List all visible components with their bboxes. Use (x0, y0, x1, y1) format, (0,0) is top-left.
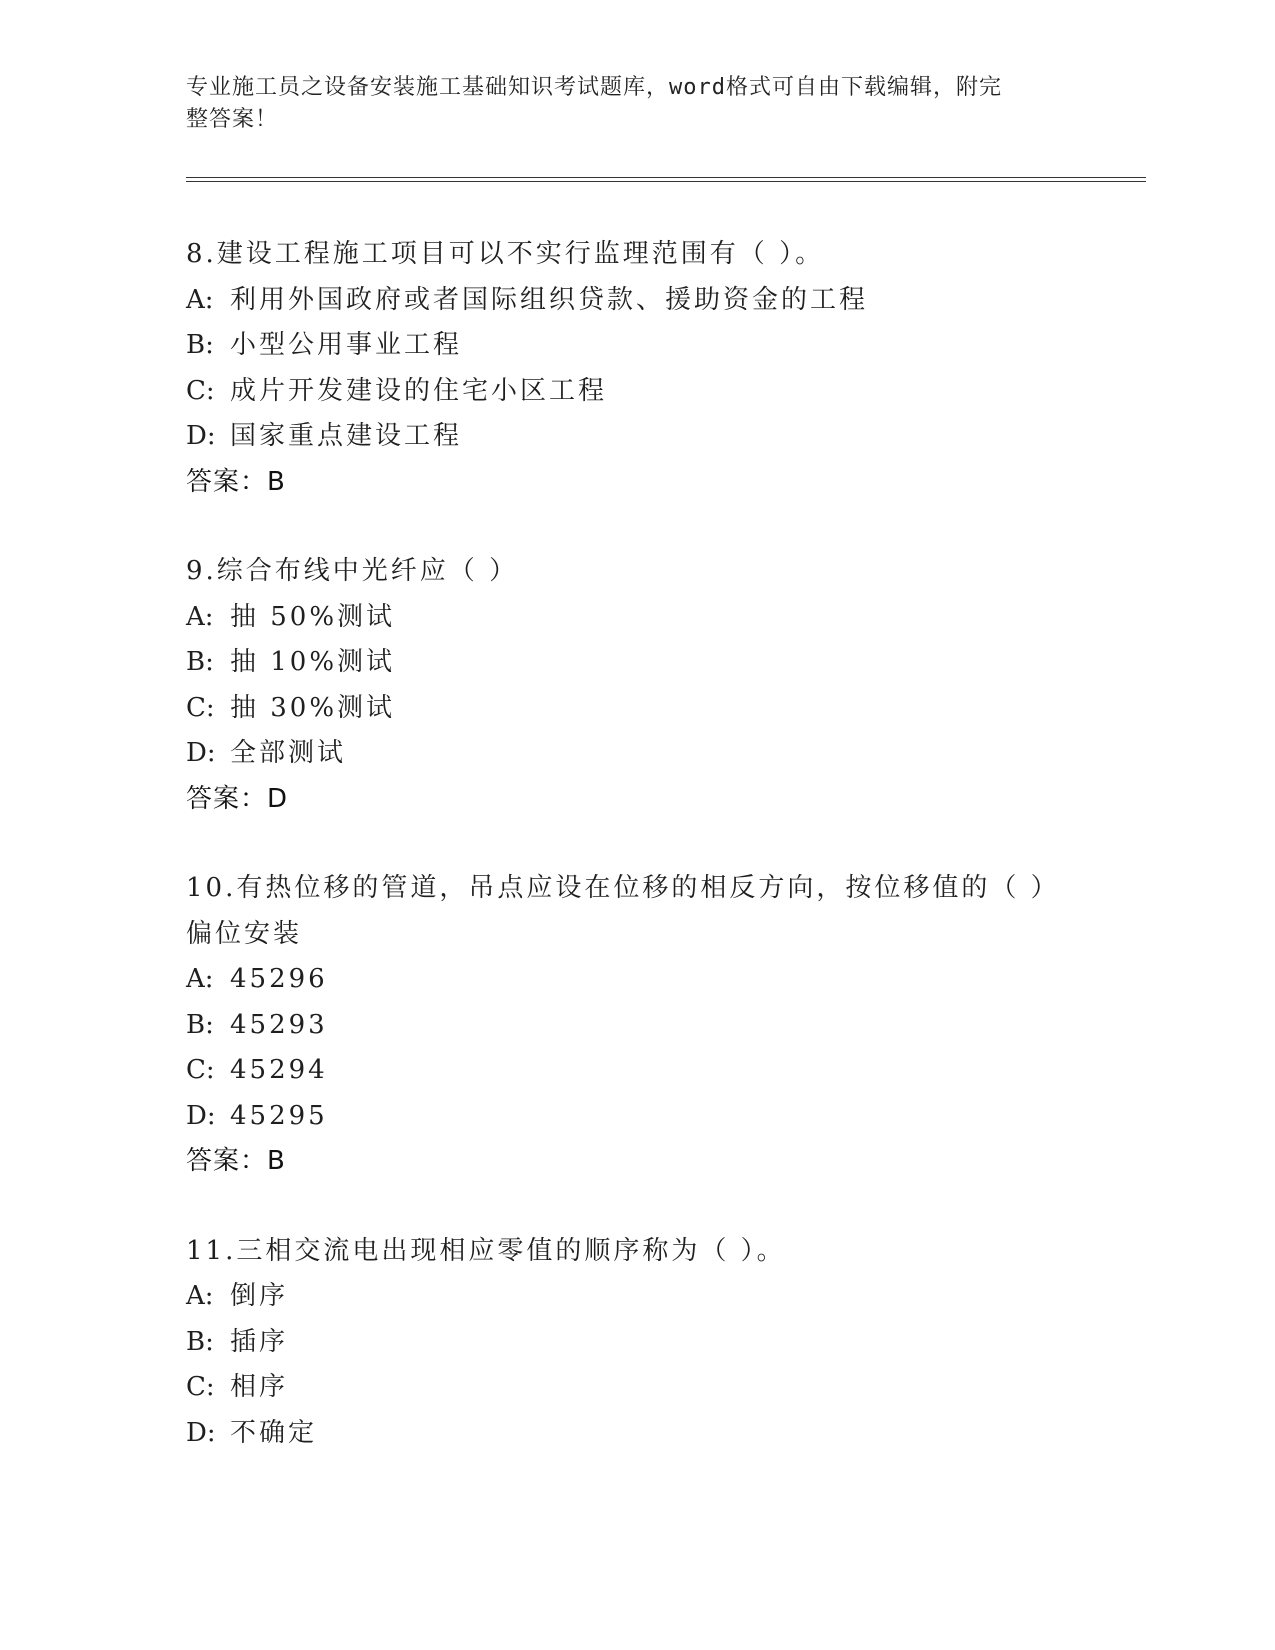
option-text: 抽 30%测试 (230, 692, 396, 723)
option-letter: B: (186, 330, 214, 360)
option-text: 抽 50%测试 (230, 601, 396, 632)
question-10 (186, 866, 1086, 1185)
option-b (186, 1003, 1086, 1049)
option-text: 插序 (230, 1326, 289, 1357)
option-letter: A: (186, 1281, 214, 1311)
header-line-1: 专业施工员之设备安装施工基础知识考试题库，word格式可自由下载编辑，附完 (186, 75, 1002, 100)
option-letter: A: (186, 601, 214, 632)
option-text: 不确定 (230, 1417, 318, 1448)
question-9 (186, 549, 1086, 822)
answer-line: 答案：B (186, 466, 286, 497)
option-b (186, 1320, 1086, 1366)
option-c (186, 1365, 1086, 1411)
option-letter: A: (186, 964, 214, 994)
option-a (186, 957, 1086, 1003)
option-d (186, 1411, 1086, 1457)
option-text: 全部测试 (230, 738, 347, 768)
option-d (186, 1094, 1086, 1140)
option-text: 国家重点建设工程 (230, 421, 463, 451)
question-stem: 11.三相交流电出现相应零值的顺序称为（ ）。 (186, 1235, 786, 1266)
option-letter: B: (186, 1326, 214, 1357)
option-text: 45293 (230, 1009, 328, 1040)
question-stem: 8.建设工程施工项目可以不实行监理范围有（ ）。 (186, 239, 825, 269)
option-text: 成片开发建设的住宅小区工程 (230, 375, 608, 406)
question-8 (186, 232, 1086, 505)
option-letter: C: (186, 1372, 215, 1402)
option-c (186, 369, 1086, 415)
question-list (186, 232, 1086, 1500)
option-c (186, 1048, 1086, 1094)
question-stem: 10.有热位移的管道，吊点应设在位移的相反方向，按位移值的（ ）偏位安装 (186, 873, 1060, 949)
option-text: 倒序 (230, 1281, 289, 1311)
option-text: 45295 (230, 1100, 328, 1131)
header-divider (186, 177, 1146, 182)
option-d (186, 414, 1086, 460)
option-d (186, 731, 1086, 777)
option-a (186, 1274, 1086, 1320)
question-11 (186, 1229, 1086, 1457)
option-text: 45296 (230, 964, 328, 994)
question-stem: 9.综合布线中光纤应（ ） (186, 556, 519, 586)
option-letter: B: (186, 1009, 214, 1040)
option-text: 小型公用事业工程 (230, 330, 463, 360)
option-a (186, 278, 1086, 324)
option-letter: C: (186, 1055, 215, 1085)
option-letter: D: (186, 1100, 216, 1131)
header-line-2: 整答案！ (186, 107, 279, 132)
option-b (186, 323, 1086, 369)
option-letter: D: (186, 1417, 216, 1448)
option-text: 45294 (230, 1055, 328, 1085)
option-letter: A: (186, 284, 214, 315)
option-letter: D: (186, 738, 216, 768)
option-a (186, 595, 1086, 641)
option-text: 利用外国政府或者国际组织贷款、援助资金的工程 (230, 284, 869, 315)
option-c (186, 686, 1086, 732)
answer-line: 答案：B (186, 1146, 286, 1176)
option-letter: D: (186, 421, 216, 451)
option-b (186, 640, 1086, 686)
option-letter: B: (186, 647, 214, 677)
answer-line: 答案：D (186, 783, 289, 814)
option-letter: C: (186, 692, 215, 723)
option-text: 抽 10%测试 (230, 647, 396, 677)
option-text: 相序 (230, 1372, 289, 1402)
document-header (186, 72, 1066, 136)
option-letter: C: (186, 375, 215, 406)
